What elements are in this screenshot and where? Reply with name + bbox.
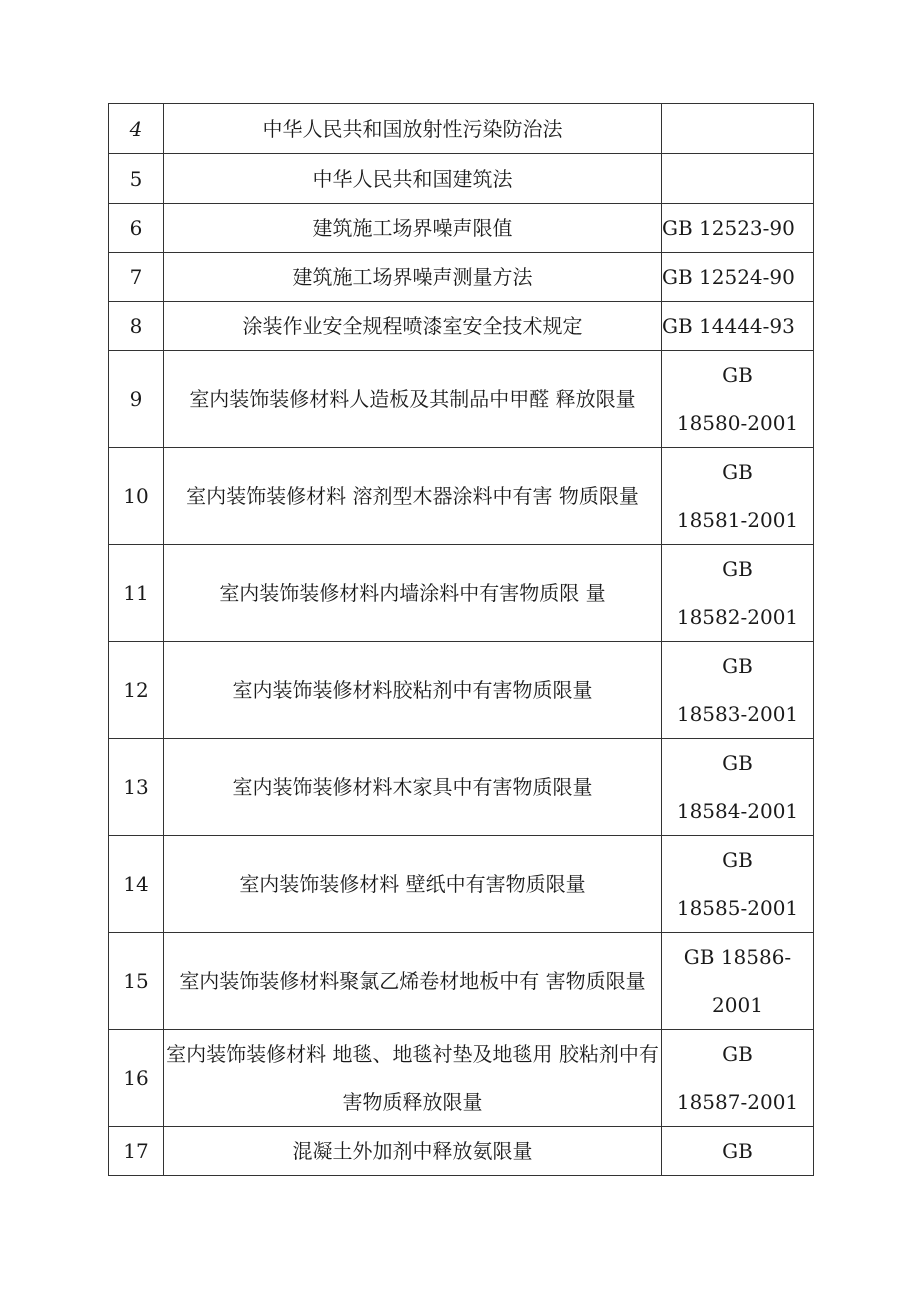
- regulation-title: 室内装饰装修材料内墙涂料中有害物质限 量: [164, 545, 662, 642]
- standard-code-line-1: GB: [722, 460, 753, 484]
- regulations-table: [108, 103, 814, 1176]
- row-number: 13: [109, 739, 164, 836]
- row-number: 8: [109, 302, 164, 351]
- standard-code-line-2: 18583-2001: [676, 702, 799, 726]
- row-number: 16: [109, 1030, 164, 1127]
- standard-code-line-2: 18585-2001: [676, 896, 799, 920]
- row-number: 6: [109, 204, 164, 253]
- standard-code-line-2: 18581-2001: [676, 508, 799, 532]
- standard-code-line-1: GB: [722, 848, 753, 872]
- row-number: 7: [109, 253, 164, 302]
- table-row: [109, 154, 814, 204]
- standard-code-line-1: GB: [722, 1042, 753, 1066]
- row-number: 15: [109, 933, 164, 1030]
- row-number: 12: [109, 642, 164, 739]
- standard-code: GB 12524-90: [662, 253, 814, 302]
- regulation-title: 涂装作业安全规程喷漆室安全技术规定: [164, 302, 662, 351]
- row-number: 9: [109, 351, 164, 448]
- regulation-title: 室内装饰装修材料 地毯、地毯衬垫及地毯用 胶粘剂中有害物质释放限量: [164, 1030, 662, 1127]
- standard-code-line-1: GB: [722, 557, 753, 581]
- standard-code: [662, 545, 814, 642]
- table-row: [109, 1127, 814, 1176]
- row-number: 5: [109, 154, 164, 204]
- table-row: [109, 545, 814, 642]
- standard-code: [662, 836, 814, 933]
- row-number: 11: [109, 545, 164, 642]
- regulation-title: 室内装饰装修材料胶粘剂中有害物质限量: [164, 642, 662, 739]
- standard-code-line-1: GB: [722, 654, 753, 678]
- standard-code-line-2: 2001: [712, 993, 763, 1017]
- standard-code: [662, 154, 814, 204]
- standard-code-line-2: 18582-2001: [676, 605, 799, 629]
- table-row: [109, 642, 814, 739]
- row-number: 4: [109, 104, 164, 154]
- table-row: [109, 351, 814, 448]
- regulation-title: 室内装饰装修材料人造板及其制品中甲醛 释放限量: [164, 351, 662, 448]
- table-row: [109, 739, 814, 836]
- regulation-title: 建筑施工场界噪声测量方法: [164, 253, 662, 302]
- row-number: 10: [109, 448, 164, 545]
- standard-code: GB 14444-93: [662, 302, 814, 351]
- standard-code: [662, 642, 814, 739]
- standard-code-line-2: 18580-2001: [676, 411, 799, 435]
- table-row: [109, 302, 814, 351]
- standard-code: [662, 351, 814, 448]
- table-row: [109, 836, 814, 933]
- table-row: [109, 204, 814, 253]
- standard-code: [662, 448, 814, 545]
- standard-code: [662, 933, 814, 1030]
- standard-code-line-1: GB 18586-: [683, 945, 792, 969]
- regulation-title: 室内装饰装修材料 溶剂型木器涂料中有害 物质限量: [164, 448, 662, 545]
- standard-code-line-2: 18584-2001: [676, 799, 799, 823]
- regulation-title: 建筑施工场界噪声限值: [164, 204, 662, 253]
- standard-code: GB 12523-90: [662, 204, 814, 253]
- standard-code: [662, 739, 814, 836]
- regulation-title: 室内装饰装修材料木家具中有害物质限量: [164, 739, 662, 836]
- standard-code-line-2: 18587-2001: [676, 1090, 799, 1114]
- regulation-title: 室内装饰装修材料 壁纸中有害物质限量: [164, 836, 662, 933]
- table-row: [109, 104, 814, 154]
- table-row: [109, 933, 814, 1030]
- table-row: [109, 1030, 814, 1127]
- regulation-title: 混凝土外加剂中释放氨限量: [164, 1127, 662, 1176]
- regulation-title: 中华人民共和国建筑法: [164, 154, 662, 204]
- standard-code-line-1: GB: [722, 751, 753, 775]
- standard-code-line-1: GB: [722, 363, 753, 387]
- regulation-title: 中华人民共和国放射性污染防治法: [164, 104, 662, 154]
- table-row: [109, 253, 814, 302]
- standard-code: GB: [662, 1127, 814, 1176]
- table-row: [109, 448, 814, 545]
- regulation-title: 室内装饰装修材料聚氯乙烯卷材地板中有 害物质限量: [164, 933, 662, 1030]
- row-number: 17: [109, 1127, 164, 1176]
- standard-code: [662, 1030, 814, 1127]
- standard-code: [662, 104, 814, 154]
- row-number: 14: [109, 836, 164, 933]
